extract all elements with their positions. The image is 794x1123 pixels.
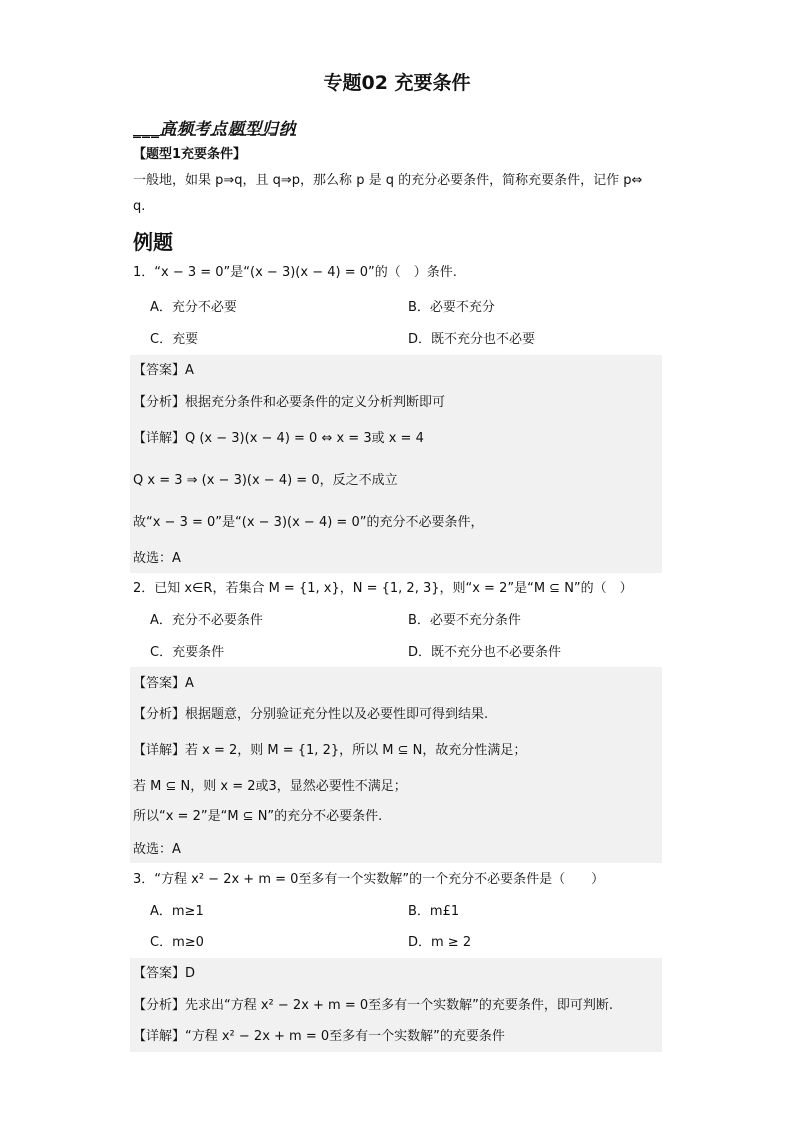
- q3-option-d: D．m ≥ 2: [408, 935, 472, 950]
- q1-answer: 【答案】A: [133, 363, 194, 378]
- q1-solution-box: [130, 355, 662, 573]
- q2-solution-box: [130, 667, 662, 863]
- q3-option-b: B．m£1: [408, 904, 460, 919]
- q2-option-c: C．充要条件: [150, 645, 225, 660]
- intro-line-2: q.: [133, 199, 146, 214]
- page-title: 专题02 充要条件: [323, 72, 471, 94]
- q3-option-a: A．m≥1: [150, 904, 204, 919]
- q1-option-c: C．充要: [150, 332, 199, 347]
- q2-detail-2: 若 M ⊆ N，则 x = 2或3，显然必要性不满足；: [133, 779, 407, 794]
- section-banner: [133, 116, 296, 139]
- q1-detail-2: Q x = 3 ⇒ (x − 3)(x − 4) = 0，反之不成立: [133, 473, 398, 488]
- question-1-stem: 1．“x − 3 = 0”是“(x − 3)(x − 4) = 0”的（ ）条件.: [133, 265, 457, 280]
- type-heading: 【题型1充要条件】: [133, 147, 247, 162]
- q3-option-c: C．m≥0: [150, 935, 204, 950]
- q1-analysis: 【分析】根据充分条件和必要条件的定义分析判断即可: [133, 395, 446, 410]
- q2-detail-1: 【详解】若 x = 2，则 M = {1, 2}，所以 M ⊆ N，故充分性满足；: [133, 743, 527, 758]
- q1-choice: 故选：A: [133, 551, 181, 566]
- intro-line-1: 一般地，如果 p⇒q，且 q⇒p，那么称 p 是 q 的充分必要条件，简称充要条件，记作 p⇔: [133, 173, 643, 188]
- q3-answer: 【答案】D: [133, 966, 196, 981]
- q1-option-b: B．必要不充分: [408, 300, 495, 315]
- banner-underscore: ___: [133, 119, 160, 138]
- q3-analysis: 【分析】先求出“方程 x² − 2x + m = 0至多有一个实数解”的充要条件，即可判断.: [133, 998, 614, 1013]
- q1-option-d: D．既不充分也不必要: [408, 332, 536, 347]
- q2-option-d: D．既不充分也不必要条件: [408, 645, 562, 660]
- q2-option-b: B．必要不充分条件: [408, 613, 521, 628]
- q1-option-a: A．充分不必要: [150, 300, 237, 315]
- q2-analysis: 【分析】根据题意，分别验证充分性以及必要性即可得到结果.: [133, 707, 489, 722]
- q2-choice: 故选：A: [133, 842, 181, 857]
- q1-detail-3: 故“x − 3 = 0”是“(x − 3)(x − 4) = 0”的充分不必要条件，: [133, 515, 484, 530]
- question-2-stem: 2．已知 x∈R，若集合 M = {1, x}，N = {1, 2, 3}，则“x = 2”是“M ⊆ N”的（ ）: [133, 581, 633, 596]
- q2-detail-3: 所以“x = 2”是“M ⊆ N”的充分不必要条件.: [133, 809, 383, 824]
- banner-text: 高频考点题型归纳: [160, 119, 297, 138]
- q2-answer: 【答案】A: [133, 676, 194, 691]
- examples-heading: 例题: [133, 230, 173, 254]
- q1-detail-1: 【详解】Q (x − 3)(x − 4) = 0 ⇔ x = 3或 x = 4: [133, 431, 424, 446]
- question-3-stem: 3．“方程 x² − 2x + m = 0至多有一个实数解”的一个充分不必要条件是（ ）: [133, 872, 605, 887]
- q2-option-a: A．充分不必要条件: [150, 613, 263, 628]
- q3-detail-1: 【详解】“方程 x² − 2x + m = 0至多有一个实数解”的充要条件: [133, 1029, 505, 1044]
